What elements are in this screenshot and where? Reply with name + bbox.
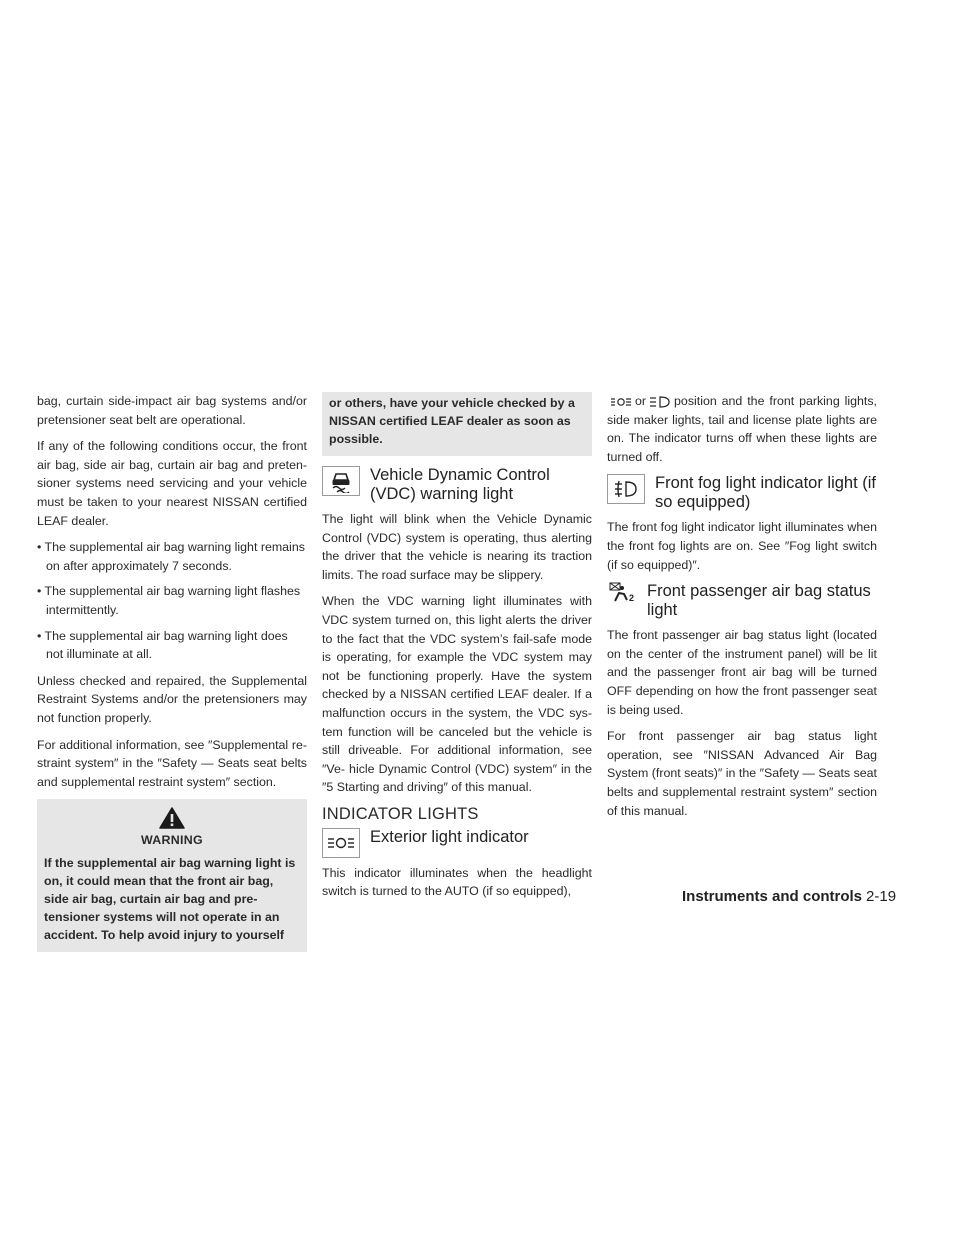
section-name: Instruments and controls	[682, 888, 863, 905]
headlight-icon	[649, 395, 671, 409]
list-item: • The supplemental air bag warning light flashes intermittently.	[37, 584, 301, 617]
passenger-airbag-section-header	[607, 582, 877, 620]
fog-light-section-header	[607, 474, 877, 512]
warning-header	[44, 807, 300, 850]
warning-title: WARNING	[141, 833, 203, 848]
warning-text: If the supplemental air bag warning light is on, it could mean that the front air bag, side air bag, curtain air bag and pre- tensioner systems will not operate in an accident. To help avoid injury to yourself	[44, 855, 296, 942]
column-1	[37, 392, 307, 952]
passenger-airbag-icon	[607, 582, 637, 602]
warning-triangle-icon	[159, 807, 185, 829]
paragraph: For additional information, see ″Supplemental re- straint system″ in the ″Safety — Seats seat belts and supplemental restraint system″ section.	[37, 737, 307, 789]
paragraph: If any of the following conditions occur, the front air bag, side air bag, curtain air bag and preten- sioner systems need servicing and your vehicle must be taken to your nearest NISSAN certified LEAF dealer.	[37, 439, 307, 528]
svg-text:2: 2	[629, 593, 635, 603]
exterior-light-icon	[322, 828, 360, 858]
paragraph: For front passenger air bag status light operation, see ″NISSAN Advanced Air Bag System (front seats)″ in the ″Safety — Seats seat belts and supplemental restraint system″ section of this manual.	[607, 729, 877, 818]
paragraph: This indicator illuminates when the headlight switch is turned to the AUTO (if so equipped),	[322, 865, 592, 899]
paragraph	[607, 392, 877, 466]
page-footer	[682, 888, 896, 905]
paragraph: The light will blink when the Vehicle Dynamic Control (VDC) system is operating, thus alerting the driver that the vehicle is nearing its traction limits. The road surface may be slippery.	[322, 512, 592, 582]
list-item: • The supplemental air bag warning light remains on after approximately 7 seconds.	[37, 540, 305, 573]
fog-light-title: Front fog light indicator light (if so equipped)	[655, 474, 877, 512]
paragraph: The front fog light indicator light illuminates when the front fog lights are on. See ″Fog light switch (if so equipped)″.	[607, 520, 877, 572]
parking-light-icon	[610, 396, 632, 408]
condition-list	[37, 538, 307, 664]
warning-text-continued: or others, have your vehicle checked by a NISSAN certified LEAF dealer as soon as possible.	[329, 396, 575, 446]
paragraph-text: position and the front parking lights, side maker lights, tail and license plate lights are on. The indicator turns off when these lights are turned off.	[607, 394, 877, 464]
vdc-warning-icon	[322, 466, 360, 496]
exterior-light-section-header	[322, 828, 592, 858]
paragraph: When the VDC warning light illuminates with VDC system turned on, this light alerts the driver to the fact that the VDC system’s fail-safe mode is operating, for example the VDC system may not be functioning properly. Have the system checked by a NISSAN certified LEAF dealer. If a malfunction occurs in the system, the VDC sys- tem function will be canceled but the vehicle is still driveable. For additional information, see ″Ve- hicle Dynamic Control (VDC) system″ in the ″5 Starting and driving″ of this manual.	[322, 594, 592, 795]
page-number: 2-19	[866, 888, 897, 905]
paragraph: The front passenger air bag status light (located on the center of the instrument panel) will be lit and the passenger front air bag will be turned OFF depending on how the front passenger seat is being used.	[607, 628, 877, 717]
list-item: • The supplemental air bag warning light does not illuminate at all.	[37, 628, 288, 662]
vdc-section-header	[322, 466, 592, 504]
column-2	[322, 392, 592, 909]
indicator-lights-heading: INDICATOR LIGHTS	[322, 804, 479, 823]
paragraph: bag, curtain side-impact air bag systems and/or pretensioner seat belt are operational.	[37, 394, 307, 427]
warning-box	[37, 799, 307, 952]
fog-light-icon	[607, 474, 645, 504]
exterior-light-title: Exterior light indicator	[370, 827, 529, 846]
vdc-title: Vehicle Dynamic Control (VDC) warning light	[370, 466, 550, 503]
column-3	[607, 392, 877, 828]
paragraph: Unless checked and repaired, the Supplemental Restraint Systems and/or the pretensioners may not function properly.	[37, 673, 307, 725]
warning-box-continued	[322, 392, 592, 456]
or-text: or	[635, 394, 647, 408]
passenger-airbag-title: Front passenger air bag status light	[647, 582, 871, 620]
